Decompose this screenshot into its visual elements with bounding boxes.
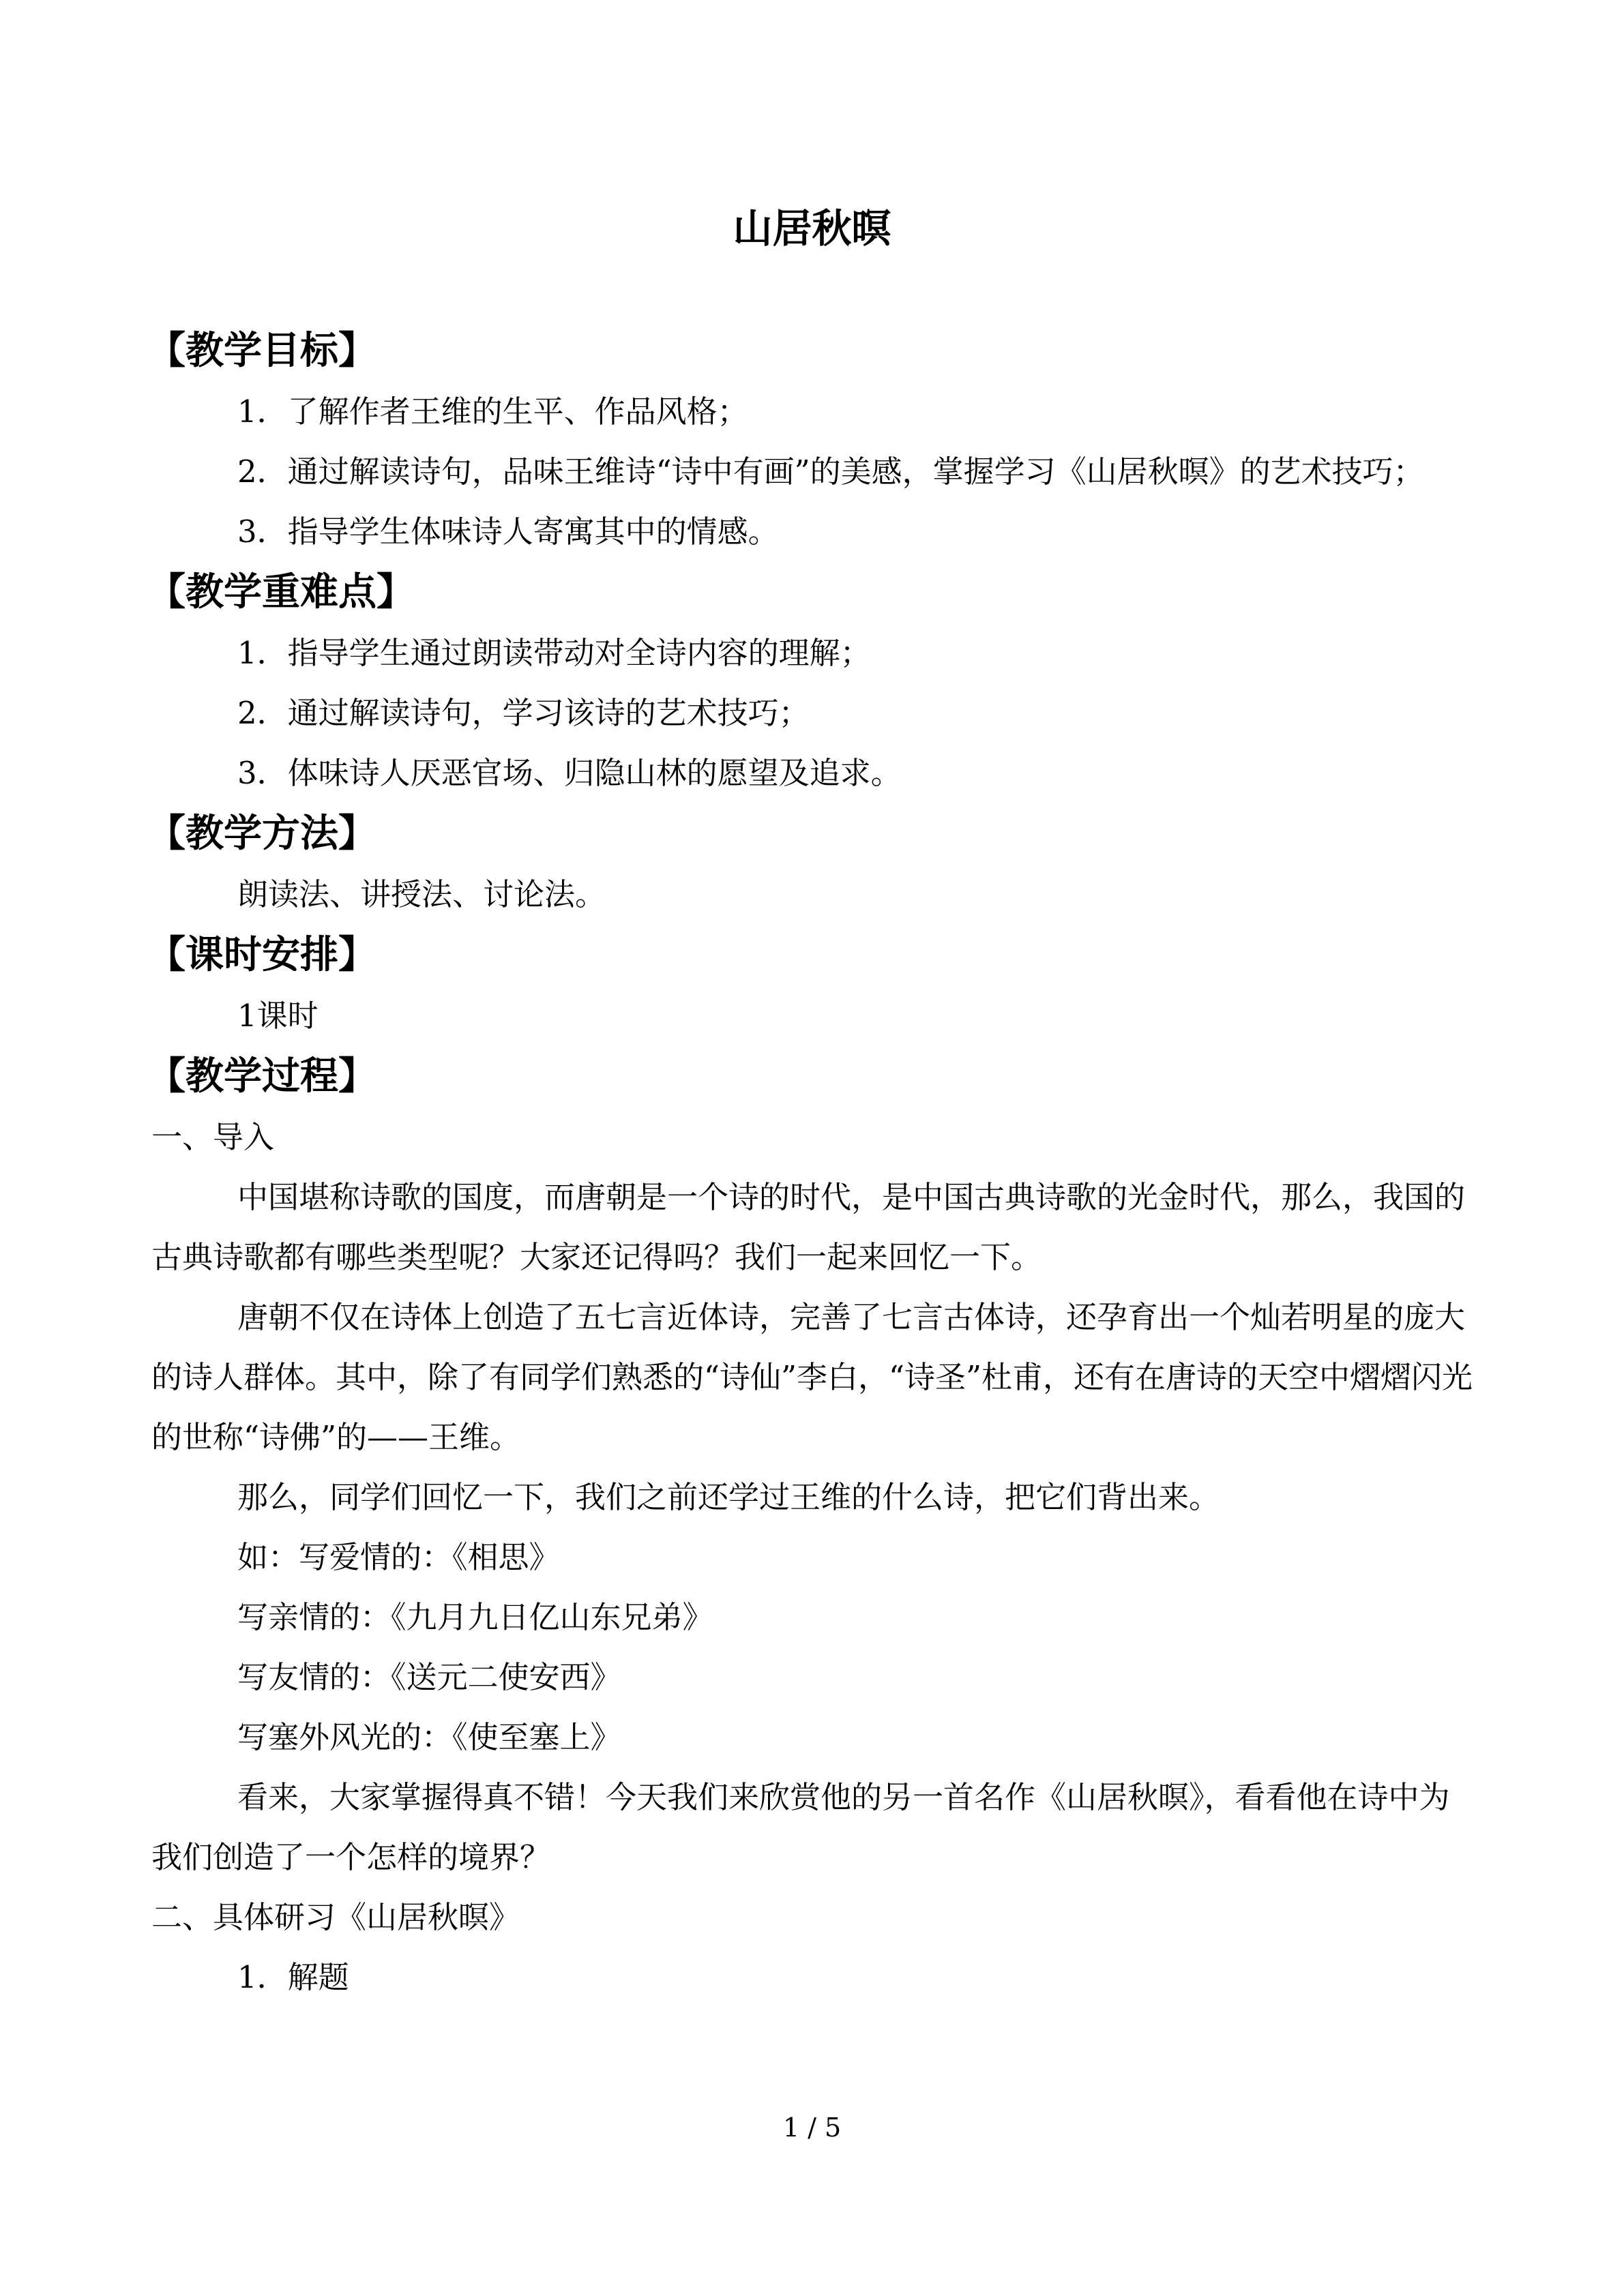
process-paragraph: 如：写爱情的：《相思》 xyxy=(237,1539,560,1575)
section-heading-methods: 【教学方法】 xyxy=(147,811,377,856)
process-paragraph: 写亲情的：《九月九日亿山东兄弟》 xyxy=(237,1599,713,1635)
page-number: 1 / 5 xyxy=(782,2113,842,2143)
document-body xyxy=(147,320,1475,2008)
process-sub-item: 1．解题 xyxy=(237,1959,349,1995)
objective-item: 1．了解作者王维的生平、作品风格； xyxy=(237,393,748,430)
process-part-title: 二、具体研习《山居秋暝》 xyxy=(151,1899,520,1935)
process-part-title: 一、导入 xyxy=(151,1119,275,1155)
key-point-item: 2．通过解读诗句，学习该诗的艺术技巧； xyxy=(237,695,810,731)
process-paragraph: 写友情的：《送元二使安西》 xyxy=(237,1659,621,1695)
process-paragraph: 唐朝不仅在诗体上创造了五七言近体诗，完善了七言古体诗，还孕育出一个灿若明星的庞大的诗人群体。其中，除了有同学们熟悉的“诗仙”李白，“诗圣”杜甫，还有在唐诗的天空中熠熠闪光的世称“诗佛”的——王维。 xyxy=(151,1299,1473,1455)
section-heading-schedule: 【课时安排】 xyxy=(147,933,377,977)
section-heading-objectives: 【教学目标】 xyxy=(147,329,377,373)
process-paragraph: 看来，大家掌握得真不错！今天我们来欣赏他的另一首名作《山居秋暝》，看看他在诗中为我们创造了一个怎样的境界？ xyxy=(151,1779,1450,1875)
key-point-item: 1．指导学生通过朗读带动对全诗内容的理解； xyxy=(237,635,871,671)
process-paragraph: 写塞外风光的：《使至塞上》 xyxy=(237,1719,621,1755)
process-paragraph: 中国堪称诗歌的国度，而唐朝是一个诗的时代，是中国古典诗歌的光金时代，那么，我国的古典诗歌都有哪些类型呢？大家还记得吗？我们一起来回忆一下。 xyxy=(151,1179,1466,1275)
section-heading-process: 【教学过程】 xyxy=(147,1054,377,1099)
section-heading-key-points: 【教学重难点】 xyxy=(147,570,415,614)
methods-text: 朗读法、讲授法、讨论法。 xyxy=(237,876,606,912)
page-title: 山居秋暝 xyxy=(733,205,891,252)
objective-item: 2．通过解读诗句，品味王维诗“诗中有画”的美感，掌握学习《山居秋暝》的艺术技巧； xyxy=(237,453,1424,490)
objective-item: 3．指导学生体味诗人寄寓其中的情感。 xyxy=(237,513,779,550)
process-paragraph: 那么，同学们回忆一下，我们之前还学过王维的什么诗，把它们背出来。 xyxy=(237,1479,1220,1515)
key-point-item: 3．体味诗人厌恶官场、归隐山林的愿望及追求。 xyxy=(237,755,902,791)
schedule-text: 1课时 xyxy=(237,998,319,1034)
